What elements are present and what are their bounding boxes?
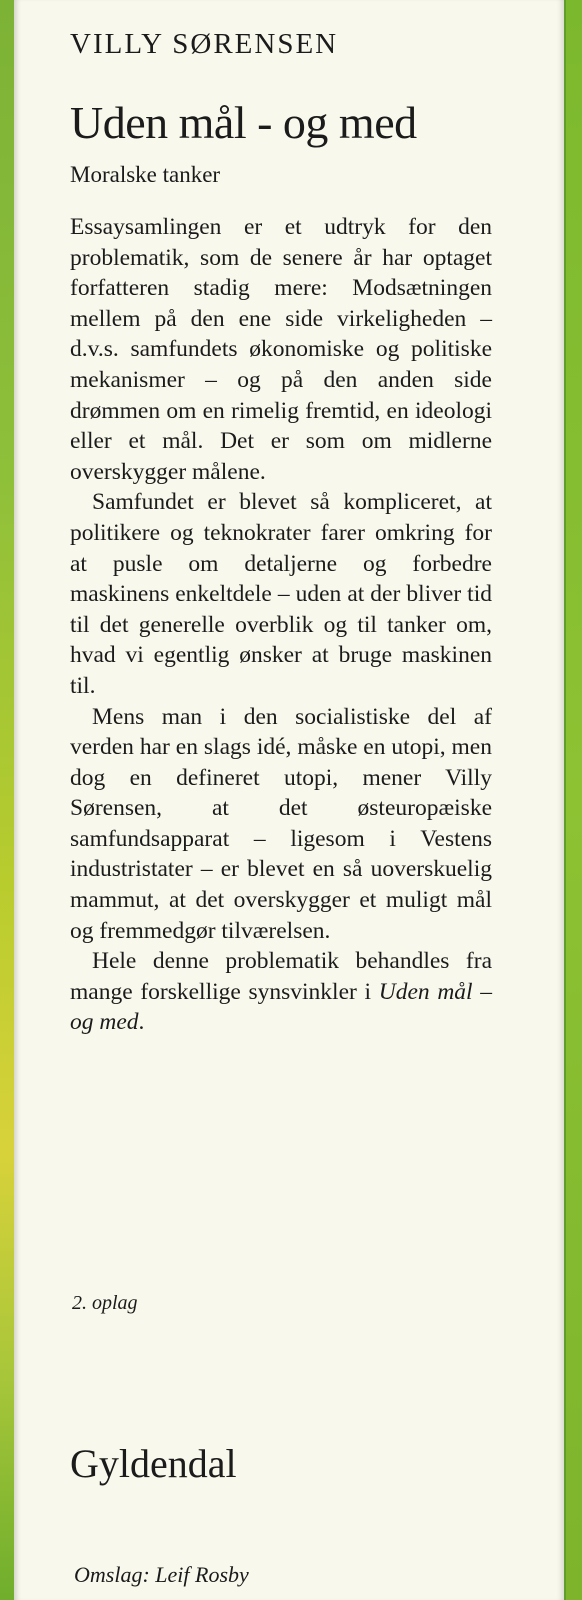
cover-credit: Omslag: Leif Rosby bbox=[74, 1562, 249, 1587]
blurb-text-run: Hele denne problematik behandles fra mange forskellige synsvinkler i bbox=[70, 948, 492, 1005]
blurb-text-run: . bbox=[138, 1009, 145, 1036]
blurb-paragraph: Samfundet er blevet så kompliceret, at politikere og teknokrater farer omkring for at pusle om detaljerne og forbedre maskinens enkeltdele – uden at der bliver tid til det generelle overblik og til tanker om, hvad vi egentlig ønsker at bruge maskinen til. bbox=[70, 489, 492, 699]
book-subtitle: Moralske tanker bbox=[70, 162, 221, 187]
book-title: Uden mål - og med bbox=[70, 97, 417, 148]
blurb-paragraph: Essaysamlingen er et udtryk for den problematik, som de senere år har optaget forfatteren stadig mere: Modsætningen mellem på den ene side virkeligheden – d.v.s. samfundets økonomiske og politiske mekanismer – og på den anden side drømmen om en rimelig fremtid, en ideologi eller et mål. Det er som om midlerne overskygger målene. bbox=[70, 214, 492, 485]
publisher-name: Gyldendal bbox=[70, 1441, 237, 1486]
blurb-paragraph bbox=[70, 946, 492, 1038]
edition-note: 2. oplag bbox=[72, 1292, 138, 1314]
author-name: VILLY SØRENSEN bbox=[70, 28, 339, 60]
cover-edge-right bbox=[566, 0, 582, 1600]
blurb-paragraph: Mens man i den socialistiske del af verden har en slags idé, måske en utopi, men dog en defineret utopi, mener Villy Sørensen, at det østeuropæiske samfundsapparat – ligesom i Vestens industristater – er blevet en så uoverskuelig mammut, at det overskygger et muligt mål og fremmedgør tilværelsen. bbox=[70, 703, 492, 944]
blurb-book-title: Uden mål – og med bbox=[70, 978, 492, 1036]
blurb-text bbox=[70, 212, 492, 1038]
